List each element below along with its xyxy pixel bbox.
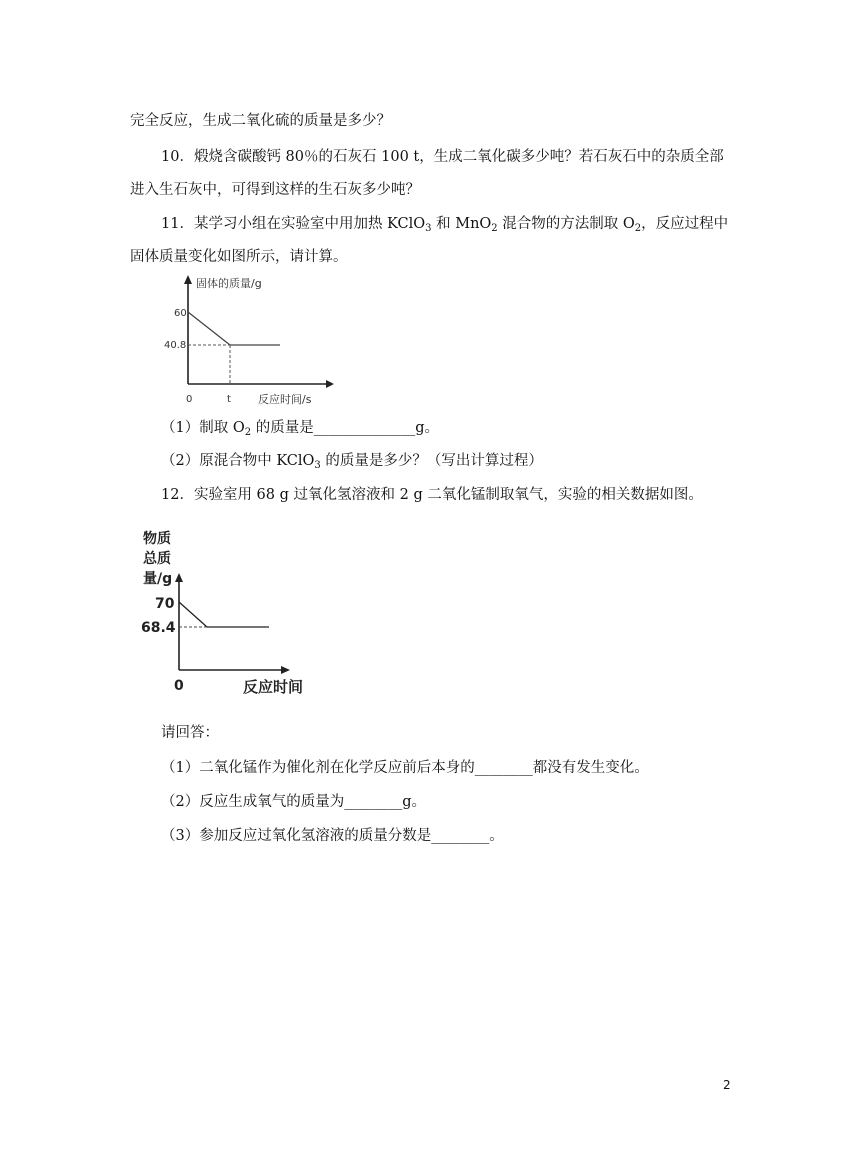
- q12-part3: （3）参加反应过氧化氢溶液的质量分数是________。: [161, 828, 504, 844]
- tick-label-68-4: 68.4: [141, 620, 176, 636]
- x-axis-label: 反应时间/s: [258, 393, 312, 406]
- q11-part1: [161, 418, 439, 438]
- q11-p1-text-a: （1）制取 O: [161, 420, 245, 436]
- series-line-decrease: [188, 312, 230, 345]
- subscript: 2: [491, 223, 498, 234]
- q11-text-d: ，反应过程中: [641, 216, 729, 232]
- q10-line-2: 进入生石灰中，可得到这样的生石灰多少吨？: [130, 182, 420, 198]
- y-axis-label: 固体的质量/g: [196, 277, 262, 290]
- x-axis-arrow: [326, 380, 334, 388]
- subscript: 2: [634, 223, 642, 234]
- q11-part2: [161, 451, 543, 471]
- subscript: 2: [244, 427, 252, 438]
- y-label-line-2: 总质: [143, 551, 171, 567]
- origin-label: 0: [186, 394, 193, 405]
- y-label-line-1: 物质: [143, 531, 171, 547]
- q11-text-b: 和 MnO: [431, 216, 492, 232]
- q12-part1: （1）二氧化锰作为催化剂在化学反应前后本身的________都没有发生变化。: [161, 760, 649, 776]
- y-axis-arrow: [175, 573, 183, 582]
- subscript: 3: [425, 223, 432, 234]
- chart-solid-mass: [160, 272, 340, 412]
- chart-total-mass: [135, 528, 345, 698]
- tick-label-t: t: [227, 394, 231, 405]
- q11-text-a: 11．某学习小组在实验室中用加热 KClO: [161, 216, 426, 232]
- q9-tail-line: 完全反应，生成二氧化硫的质量是多少？: [130, 113, 391, 129]
- origin-label: 0: [174, 678, 184, 694]
- page-number: 2: [723, 1078, 731, 1092]
- x-axis-label: 反应时间: [243, 678, 304, 696]
- tick-label-70: 70: [155, 596, 175, 612]
- y-label-line-3: 量/g: [143, 571, 173, 587]
- y-axis-arrow: [184, 275, 192, 284]
- q11-p2-text-b: 的质量是多少？（写出计算过程）: [320, 453, 543, 469]
- series-line-decrease: [179, 602, 207, 627]
- answer-prompt: 请回答：: [161, 725, 219, 741]
- subscript: 3: [314, 460, 321, 471]
- q11-text-c: 混合物的方法制取 O: [497, 216, 635, 232]
- q11-p1-text-b: 的质量是______________g。: [251, 420, 440, 436]
- q10-line-1: 10．煅烧含碳酸钙 80％的石灰石 100 t，生成二氧化碳多少吨？若石灰石中的杂质全部: [161, 149, 724, 165]
- q11-line-1: [161, 214, 728, 234]
- tick-label-40-8: 40.8: [164, 340, 187, 351]
- tick-label-60: 60: [174, 308, 187, 319]
- q12-part2: （2）反应生成氧气的质量为________g。: [161, 794, 427, 810]
- q12-line: 12．实验室用 68 g 过氧化氢溶液和 2 g 二氧化锰制取氧气，实验的相关数据如图。: [161, 487, 703, 503]
- q11-p2-text-a: （2）原混合物中 KClO: [161, 453, 315, 469]
- x-axis-arrow: [281, 666, 290, 674]
- q11-line-2: 固体质量变化如图所示，请计算。: [130, 249, 348, 265]
